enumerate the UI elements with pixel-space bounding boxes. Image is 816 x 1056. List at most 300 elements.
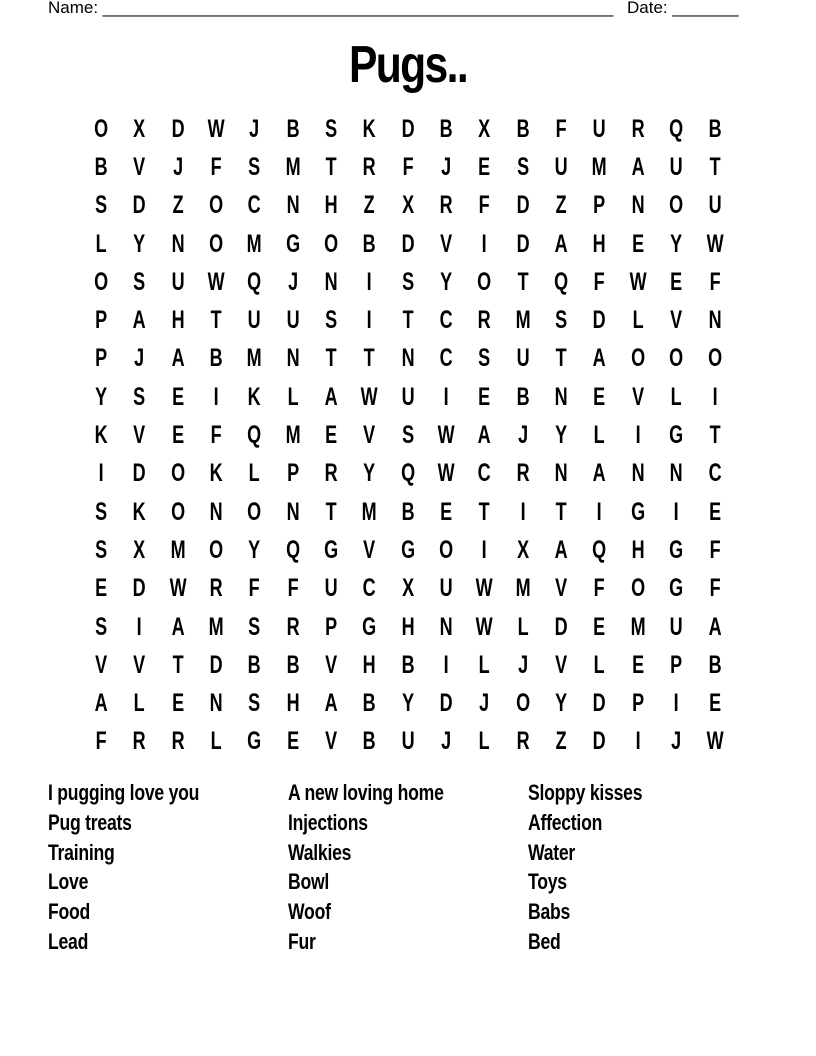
grid-letter: D (593, 689, 607, 718)
grid-letter: N (209, 689, 223, 718)
grid-letter: I (98, 459, 104, 488)
grid-letter: T (172, 650, 184, 679)
grid-letter: R (171, 727, 185, 756)
grid-letter: F (479, 191, 491, 220)
grid-letter: I (213, 382, 219, 411)
grid-letter: T (555, 344, 567, 373)
grid-letter: R (133, 727, 147, 756)
grid-letter: S (401, 267, 414, 296)
grid-letter: O (324, 229, 339, 258)
word-bank-item: Water (528, 839, 576, 865)
grid-letter: B (248, 650, 262, 679)
grid-letter: I (597, 497, 603, 526)
grid-letter: Z (555, 727, 567, 756)
grid-letter: Q (400, 459, 415, 488)
grid-letter: S (516, 152, 529, 181)
grid-letter: F (594, 574, 606, 603)
grid-letter: A (554, 535, 568, 564)
grid-letter: R (439, 191, 453, 220)
grid-letter: U (401, 382, 415, 411)
grid-letter: J (172, 152, 183, 181)
grid-letter: T (709, 152, 721, 181)
grid-letter: D (209, 650, 223, 679)
grid-letter: T (555, 497, 567, 526)
grid-letter: L (479, 727, 491, 756)
grid-letter: O (630, 574, 645, 603)
grid-letter: E (631, 650, 644, 679)
grid-letter: A (554, 229, 568, 258)
grid-letter: S (95, 191, 108, 220)
grid-letter: C (708, 459, 722, 488)
grid-letter: K (363, 114, 377, 143)
grid-letter: B (363, 689, 377, 718)
grid-letter: N (286, 344, 300, 373)
grid-letter: W (437, 421, 455, 450)
grid-letter: S (248, 689, 261, 718)
grid-letter: R (516, 459, 530, 488)
grid-letter: C (478, 459, 492, 488)
grid-letter: G (400, 535, 415, 564)
grid-letter: H (593, 229, 607, 258)
grid-letter: S (133, 267, 146, 296)
grid-letter: I (137, 612, 143, 641)
grid-letter: L (287, 382, 299, 411)
grid-letter: V (631, 382, 644, 411)
grid-letter: E (708, 497, 721, 526)
grid-letter: M (630, 612, 646, 641)
grid-letter: O (669, 191, 684, 220)
grid-letter: O (247, 497, 262, 526)
grid-letter: H (363, 650, 377, 679)
grid-letter: Y (133, 229, 146, 258)
grid-letter: S (555, 306, 568, 335)
grid-letter: D (516, 191, 530, 220)
grid-letter: Z (555, 191, 567, 220)
date-field-line: Date: _______ (627, 0, 739, 17)
grid-letter: E (171, 421, 184, 450)
grid-letter: W (706, 727, 724, 756)
grid-letter: N (708, 306, 722, 335)
grid-letter: I (482, 535, 488, 564)
grid-letter: B (439, 114, 453, 143)
grid-letter: C (439, 344, 453, 373)
grid-letter: K (209, 459, 223, 488)
grid-letter: H (286, 689, 300, 718)
grid-letter: S (95, 535, 108, 564)
word-bank-item: Bowl (288, 869, 330, 895)
grid-letter: D (516, 229, 530, 258)
grid-letter: T (325, 152, 337, 181)
grid-letter: A (171, 612, 185, 641)
grid-letter: T (364, 344, 376, 373)
word-bank-item: Sloppy kisses (528, 780, 643, 805)
grid-letter: A (593, 459, 607, 488)
grid-letter: B (363, 727, 377, 756)
grid-letter: M (247, 344, 263, 373)
word-bank-item: Love (48, 869, 89, 895)
grid-letter: X (133, 114, 146, 143)
grid-letter: X (133, 535, 146, 564)
grid-letter: K (94, 421, 108, 450)
grid-letter: J (249, 114, 260, 143)
grid-letter: V (363, 421, 376, 450)
grid-letter: G (630, 497, 645, 526)
grid-letter: R (478, 306, 492, 335)
grid-letter: L (249, 459, 261, 488)
grid-letter: M (247, 229, 263, 258)
grid-letter: Y (440, 267, 453, 296)
grid-letter: T (709, 421, 721, 450)
grid-letter: Q (669, 114, 684, 143)
grid-letter: S (248, 612, 261, 641)
grid-letter: C (363, 574, 377, 603)
grid-letter: N (631, 191, 645, 220)
grid-letter: E (593, 382, 606, 411)
grid-letter: W (361, 382, 379, 411)
grid-letter: W (476, 612, 494, 641)
grid-letter: O (94, 267, 109, 296)
grid-letter: U (708, 191, 722, 220)
grid-letter: V (440, 229, 453, 258)
grid-letter: M (592, 152, 608, 181)
grid-letter: V (555, 650, 568, 679)
grid-letter: J (479, 689, 490, 718)
word-bank-item: Toys (528, 869, 567, 895)
grid-letter: U (554, 152, 568, 181)
grid-letter: P (95, 344, 108, 373)
grid-letter: N (286, 191, 300, 220)
grid-letter: Z (364, 191, 376, 220)
grid-letter: A (171, 344, 185, 373)
grid-letter: L (517, 612, 529, 641)
grid-letter: V (670, 306, 683, 335)
grid-letter: R (516, 727, 530, 756)
grid-letter: E (631, 229, 644, 258)
grid-letter: D (133, 191, 147, 220)
grid-letter: I (673, 497, 679, 526)
grid-letter: G (362, 612, 377, 641)
grid-letter: U (516, 344, 530, 373)
grid-letter: J (517, 421, 528, 450)
grid-letter: O (669, 344, 684, 373)
grid-letter: I (635, 727, 641, 756)
grid-letter: I (712, 382, 718, 411)
grid-letter: X (401, 191, 414, 220)
grid-letter: V (363, 535, 376, 564)
grid-letter: J (441, 727, 452, 756)
grid-letter: D (171, 114, 185, 143)
grid-letter: S (401, 421, 414, 450)
grid-letter: F (249, 574, 261, 603)
grid-letter: E (708, 689, 721, 718)
grid-letter: E (593, 612, 606, 641)
grid-letter: U (669, 152, 683, 181)
grid-letter: U (401, 727, 415, 756)
grid-letter: K (248, 382, 262, 411)
grid-letter: Q (554, 267, 569, 296)
grid-letter: E (171, 382, 184, 411)
grid-letter: N (324, 267, 338, 296)
grid-letter: E (478, 152, 491, 181)
grid-letter: U (324, 574, 338, 603)
grid-letter: S (478, 344, 491, 373)
grid-letter: M (285, 421, 301, 450)
word-bank-item: Affection (528, 809, 603, 835)
grid-letter: N (209, 497, 223, 526)
word-bank-item: Food (48, 899, 91, 925)
grid-letter: B (401, 497, 415, 526)
grid-letter: G (324, 535, 339, 564)
grid-letter: Y (401, 689, 414, 718)
grid-letter: R (363, 152, 377, 181)
grid-letter: V (325, 650, 338, 679)
grid-letter: F (555, 114, 567, 143)
grid-letter: U (286, 306, 300, 335)
grid-letter: A (324, 689, 338, 718)
grid-letter: W (207, 267, 225, 296)
grid-letter: Q (247, 421, 262, 450)
grid-letter: B (516, 114, 530, 143)
grid-letter: I (367, 267, 373, 296)
grid-letter: H (324, 191, 338, 220)
grid-letter: U (439, 574, 453, 603)
grid-letter: I (443, 382, 449, 411)
grid-letter: O (630, 344, 645, 373)
grid-letter: Y (95, 382, 108, 411)
grid-letter: N (631, 459, 645, 488)
grid-letter: O (170, 459, 185, 488)
grid-letter: A (324, 382, 338, 411)
grid-letter: R (209, 574, 223, 603)
grid-letter: W (207, 114, 225, 143)
word-bank-item: A new loving home (288, 780, 444, 805)
grid-letter: J (134, 344, 145, 373)
grid-letter: V (555, 574, 568, 603)
grid-letter: J (287, 267, 298, 296)
grid-letter: G (669, 421, 684, 450)
grid-letter: V (95, 650, 108, 679)
grid-letter: V (133, 152, 146, 181)
grid-letter: B (708, 650, 722, 679)
grid-letter: P (325, 612, 338, 641)
word-bank-item: Walkies (288, 839, 352, 865)
grid-letter: T (402, 306, 414, 335)
grid-letter: L (670, 382, 682, 411)
grid-letter: N (286, 497, 300, 526)
grid-letter: S (95, 497, 108, 526)
grid-letter: I (482, 229, 488, 258)
word-bank-item: Fur (288, 928, 316, 954)
grid-letter: H (631, 535, 645, 564)
grid-letter: U (593, 114, 607, 143)
grid-letter: L (210, 727, 222, 756)
grid-letter: D (439, 689, 453, 718)
grid-letter: J (671, 727, 682, 756)
grid-letter: R (286, 612, 300, 641)
grid-letter: B (286, 650, 300, 679)
grid-letter: O (209, 191, 224, 220)
grid-letter: W (706, 229, 724, 258)
grid-letter: F (287, 574, 299, 603)
grid-letter: R (324, 459, 338, 488)
grid-letter: T (517, 267, 529, 296)
grid-letter: E (286, 727, 299, 756)
grid-letter: B (708, 114, 722, 143)
grid-letter: D (554, 612, 568, 641)
grid-letter: E (670, 267, 683, 296)
grid-letter: O (170, 497, 185, 526)
grid-letter: N (171, 229, 185, 258)
grid-letter: V (133, 421, 146, 450)
word-bank-item: Lead (48, 928, 89, 954)
grid-letter: A (631, 152, 645, 181)
grid-letter: F (210, 152, 222, 181)
grid-letter: P (670, 650, 683, 679)
grid-letter: Y (555, 689, 568, 718)
grid-letter: O (439, 535, 454, 564)
grid-letter: V (325, 727, 338, 756)
grid-letter: L (594, 650, 606, 679)
grid-letter: I (367, 306, 373, 335)
grid-letter: J (441, 152, 452, 181)
grid-letter: G (285, 229, 300, 258)
word-bank-item: Injections (288, 809, 368, 835)
grid-letter: O (209, 229, 224, 258)
grid-letter: N (554, 382, 568, 411)
grid-letter: M (362, 497, 378, 526)
grid-letter: H (171, 306, 185, 335)
grid-letter: C (439, 306, 453, 335)
grid-letter: F (709, 535, 721, 564)
grid-letter: A (94, 689, 108, 718)
grid-letter: D (133, 574, 147, 603)
grid-letter: F (210, 421, 222, 450)
grid-letter: C (248, 191, 262, 220)
grid-letter: M (515, 306, 531, 335)
grid-letter: B (209, 344, 223, 373)
grid-letter: T (325, 344, 337, 373)
grid-letter: U (248, 306, 262, 335)
grid-letter: N (401, 344, 415, 373)
grid-letter: I (635, 421, 641, 450)
word-bank-item: I pugging love you (48, 780, 200, 805)
grid-letter: N (669, 459, 683, 488)
grid-letter: D (593, 727, 607, 756)
grid-letter: F (95, 727, 107, 756)
grid-letter: W (476, 574, 494, 603)
grid-letter: Z (172, 191, 184, 220)
grid-letter: B (516, 382, 530, 411)
grid-letter: F (402, 152, 414, 181)
grid-letter: S (325, 114, 338, 143)
grid-letter: X (401, 574, 414, 603)
grid-letter: F (709, 574, 721, 603)
grid-letter: W (629, 267, 647, 296)
grid-letter: O (477, 267, 492, 296)
grid-letter: S (325, 306, 338, 335)
grid-letter: L (95, 229, 107, 258)
grid-letter: S (95, 612, 108, 641)
grid-letter: Y (248, 535, 261, 564)
grid-letter: P (286, 459, 299, 488)
grid-letter: I (443, 650, 449, 679)
grid-letter: P (631, 689, 644, 718)
grid-letter: S (133, 382, 146, 411)
word-bank (48, 778, 768, 957)
grid-letter: B (363, 229, 377, 258)
grid-letter: L (479, 650, 491, 679)
grid-letter: N (554, 459, 568, 488)
page-title: Pugs.. (348, 36, 468, 94)
grid-letter: Q (592, 535, 607, 564)
grid-letter: A (478, 421, 492, 450)
grid-letter: K (133, 497, 147, 526)
grid-letter: A (708, 612, 722, 641)
grid-letter: L (134, 689, 146, 718)
grid-letter: O (209, 535, 224, 564)
grid-letter: E (440, 497, 453, 526)
grid-letter: F (594, 267, 606, 296)
grid-letter: T (210, 306, 222, 335)
grid-letter: T (479, 497, 491, 526)
grid-letter: X (516, 535, 529, 564)
grid-letter: G (669, 574, 684, 603)
word-search-grid (82, 110, 734, 761)
grid-letter: H (401, 612, 415, 641)
grid-letter: A (593, 344, 607, 373)
grid-letter: E (171, 689, 184, 718)
grid-letter: Y (363, 459, 376, 488)
grid-letter: D (593, 306, 607, 335)
grid-letter: D (133, 459, 147, 488)
word-bank-item: Woof (288, 899, 331, 925)
grid-letter: F (709, 267, 721, 296)
grid-letter: M (285, 152, 301, 181)
grid-letter: W (169, 574, 187, 603)
grid-letter: E (95, 574, 108, 603)
grid-letter: G (247, 727, 262, 756)
grid-letter: L (594, 421, 606, 450)
grid-letter: M (515, 574, 531, 603)
grid-letter: U (171, 267, 185, 296)
grid-letter: X (478, 114, 491, 143)
grid-letter: A (133, 306, 147, 335)
grid-letter: U (669, 612, 683, 641)
grid-letter: V (133, 650, 146, 679)
grid-letter: W (437, 459, 455, 488)
grid-letter: J (517, 650, 528, 679)
grid-letter: M (208, 612, 224, 641)
grid-letter: N (439, 612, 453, 641)
grid-letter: B (94, 152, 108, 181)
grid-letter: E (325, 421, 338, 450)
grid-letter: O (707, 344, 722, 373)
grid-letter: D (401, 114, 415, 143)
grid-letter: Q (247, 267, 262, 296)
grid-letter: Y (670, 229, 683, 258)
grid-letter: I (673, 689, 679, 718)
grid-letter: L (632, 306, 644, 335)
word-bank-item: Training (48, 839, 115, 865)
grid-letter: B (286, 114, 300, 143)
grid-letter: D (401, 229, 415, 258)
grid-letter: O (94, 114, 109, 143)
grid-letter: O (515, 689, 530, 718)
grid-letter: I (520, 497, 526, 526)
grid-letter: G (669, 535, 684, 564)
grid-letter: Q (285, 535, 300, 564)
word-bank-item: Bed (528, 928, 561, 954)
